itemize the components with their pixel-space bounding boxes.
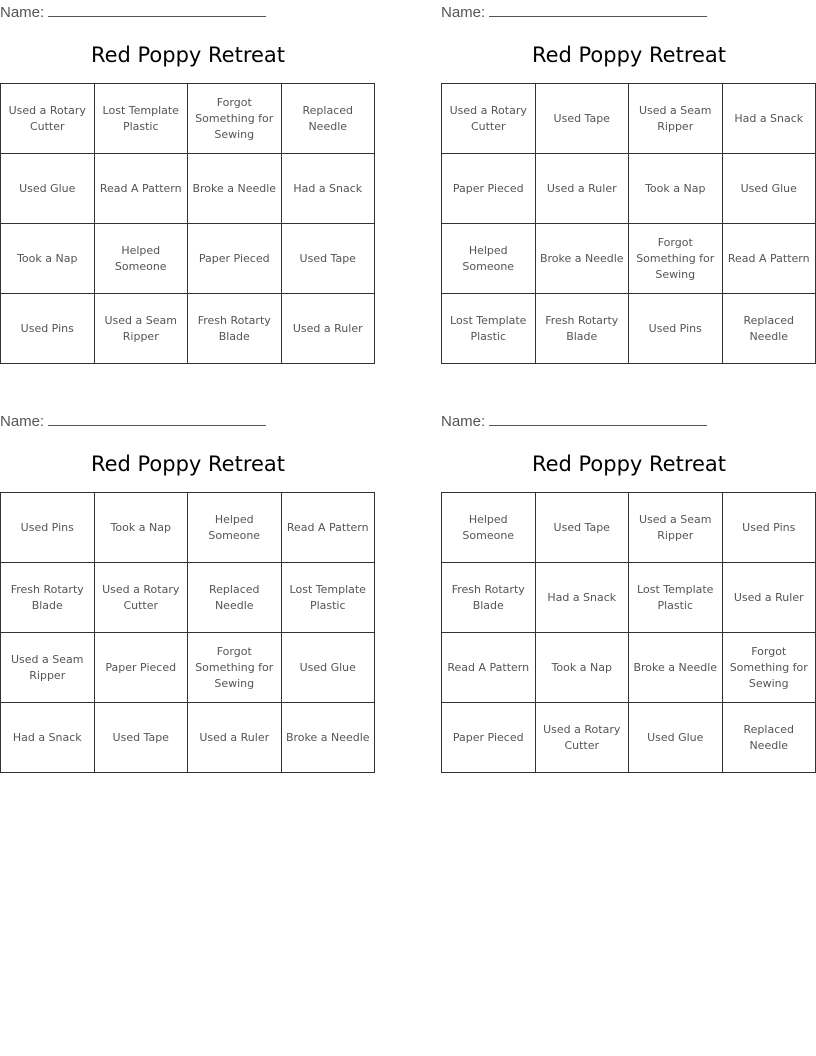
bingo-cell: Used a Seam Ripper — [629, 493, 723, 563]
bingo-cell: Fresh Rotarty Blade — [536, 294, 630, 364]
name-label: Name: — [0, 4, 45, 21]
bingo-cell: Helped Someone — [442, 493, 536, 563]
bingo-cell: Forgot Something for Sewing — [723, 633, 816, 703]
bingo-cell: Lost Template Plastic — [95, 84, 189, 154]
bingo-cell: Replaced Needle — [188, 563, 282, 633]
name-label: Name: — [441, 413, 486, 430]
card-title: Red Poppy Retreat — [90, 43, 286, 67]
bingo-cell: Took a Nap — [629, 154, 723, 224]
bingo-cell: Used Tape — [282, 224, 376, 294]
bingo-grid — [0, 83, 375, 364]
name-blank-line[interactable] — [48, 2, 266, 17]
bingo-grid — [441, 492, 816, 773]
bingo-cell: Used a Seam Ripper — [1, 633, 95, 703]
bingo-cell: Had a Snack — [723, 84, 816, 154]
bingo-cell: Used Glue — [282, 633, 376, 703]
bingo-cell: Used Pins — [1, 493, 95, 563]
bingo-cell: Used a Seam Ripper — [629, 84, 723, 154]
bingo-cell: Had a Snack — [1, 703, 95, 773]
card-title: Red Poppy Retreat — [531, 43, 727, 67]
bingo-cell: Used Tape — [95, 703, 189, 773]
bingo-cell: Forgot Something for Sewing — [188, 84, 282, 154]
bingo-cell: Forgot Something for Sewing — [629, 224, 723, 294]
name-field[interactable] — [441, 2, 707, 20]
bingo-cell: Used Glue — [629, 703, 723, 773]
bingo-cell: Broke a Needle — [188, 154, 282, 224]
bingo-cell: Had a Snack — [536, 563, 630, 633]
bingo-cell: Used Pins — [723, 493, 816, 563]
name-blank-line[interactable] — [489, 411, 707, 426]
name-blank-line[interactable] — [489, 2, 707, 17]
bingo-cell: Replaced Needle — [723, 294, 816, 364]
name-field[interactable] — [0, 2, 266, 20]
bingo-cell: Used Pins — [1, 294, 95, 364]
bingo-cell: Paper Pieced — [95, 633, 189, 703]
bingo-cell: Used a Ruler — [282, 294, 376, 364]
bingo-cell: Used Pins — [629, 294, 723, 364]
bingo-cell: Lost Template Plastic — [629, 563, 723, 633]
name-field[interactable] — [0, 411, 266, 429]
bingo-cell: Lost Template Plastic — [282, 563, 376, 633]
bingo-cell: Used a Rotary Cutter — [95, 563, 189, 633]
bingo-cell: Fresh Rotarty Blade — [442, 563, 536, 633]
bingo-cell: Used Glue — [723, 154, 816, 224]
bingo-cell: Helped Someone — [442, 224, 536, 294]
bingo-cell: Paper Pieced — [442, 703, 536, 773]
bingo-cell: Paper Pieced — [188, 224, 282, 294]
bingo-cell: Read A Pattern — [95, 154, 189, 224]
bingo-cell: Read A Pattern — [723, 224, 816, 294]
bingo-cell: Took a Nap — [1, 224, 95, 294]
card-title: Red Poppy Retreat — [531, 452, 727, 476]
bingo-cell: Broke a Needle — [282, 703, 376, 773]
bingo-cell: Fresh Rotarty Blade — [1, 563, 95, 633]
bingo-cell: Replaced Needle — [282, 84, 376, 154]
bingo-cell: Forgot Something for Sewing — [188, 633, 282, 703]
name-blank-line[interactable] — [48, 411, 266, 426]
bingo-cell: Fresh Rotarty Blade — [188, 294, 282, 364]
bingo-cell: Took a Nap — [536, 633, 630, 703]
bingo-cell: Used a Rotary Cutter — [536, 703, 630, 773]
bingo-cell: Read A Pattern — [282, 493, 376, 563]
name-label: Name: — [441, 4, 486, 21]
name-field[interactable] — [441, 411, 707, 429]
bingo-cell: Lost Template Plastic — [442, 294, 536, 364]
bingo-cell: Used a Rotary Cutter — [1, 84, 95, 154]
bingo-cell: Used Tape — [536, 84, 630, 154]
bingo-cell: Broke a Needle — [536, 224, 630, 294]
bingo-cell: Read A Pattern — [442, 633, 536, 703]
bingo-cell: Took a Nap — [95, 493, 189, 563]
bingo-cell: Used a Ruler — [723, 563, 816, 633]
bingo-grid — [0, 492, 375, 773]
bingo-cell: Helped Someone — [188, 493, 282, 563]
bingo-grid — [441, 83, 816, 364]
bingo-cell: Paper Pieced — [442, 154, 536, 224]
name-label: Name: — [0, 413, 45, 430]
bingo-cell: Used Glue — [1, 154, 95, 224]
bingo-cell: Used a Ruler — [536, 154, 630, 224]
bingo-cell: Broke a Needle — [629, 633, 723, 703]
bingo-cell: Had a Snack — [282, 154, 376, 224]
bingo-cell: Used a Seam Ripper — [95, 294, 189, 364]
bingo-cell: Used Tape — [536, 493, 630, 563]
bingo-cell: Replaced Needle — [723, 703, 816, 773]
bingo-cell: Helped Someone — [95, 224, 189, 294]
bingo-cell: Used a Rotary Cutter — [442, 84, 536, 154]
bingo-cell: Used a Ruler — [188, 703, 282, 773]
card-title: Red Poppy Retreat — [90, 452, 286, 476]
